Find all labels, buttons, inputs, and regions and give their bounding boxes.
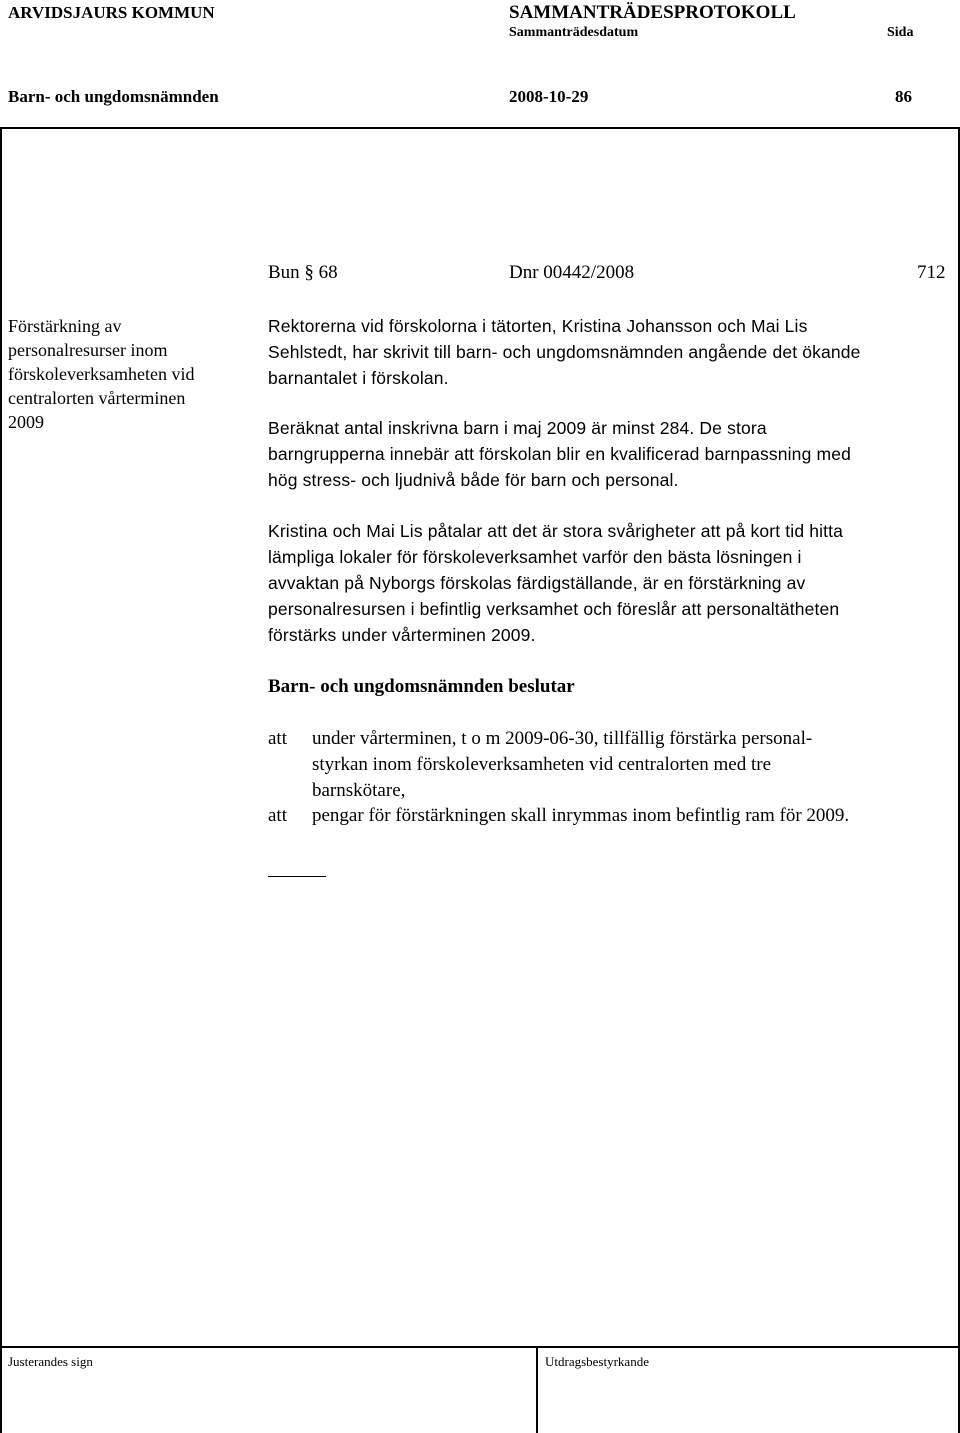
side-heading-line: Förstärkning av bbox=[8, 316, 122, 336]
paragraph-3 bbox=[268, 518, 843, 648]
footer-divider bbox=[0, 1346, 960, 1348]
end-rule bbox=[268, 876, 326, 877]
decision-line: pengar för förstärkningen skall inrymmas inom befintlig ram för 2009. bbox=[312, 805, 850, 826]
paragraph-line: avvaktan på Nyborgs förskolas färdigställande, är en förstärkning av bbox=[268, 573, 806, 593]
committee-name: Barn- och ungdomsnämnden bbox=[8, 87, 219, 106]
decision-marker: att bbox=[268, 728, 287, 749]
diary-number: Dnr 00442/2008 bbox=[509, 262, 635, 283]
decision-marker: att bbox=[268, 805, 287, 826]
paragraph-line: barnantalet i förskolan. bbox=[268, 368, 449, 388]
signature-label: Justerandes sign bbox=[8, 1354, 93, 1369]
left-frame-line bbox=[0, 127, 2, 1347]
decision-heading: Barn- och ungdomsnämnden beslutar bbox=[268, 676, 575, 697]
header-divider bbox=[0, 127, 960, 129]
paragraph-line: lämpliga lokaler för förskoleverksamhet varför den bästa lösningen i bbox=[268, 547, 802, 567]
decision-line: under vårterminen, t o m 2009-06-30, tillfällig förstärka personal- bbox=[312, 728, 813, 749]
protocol-title: SAMMANTRÄDESPROTOKOLL bbox=[509, 2, 796, 23]
municipality-name: ARVIDSJAURS KOMMUN bbox=[8, 3, 215, 22]
meeting-date-label: Sammanträdesdatum bbox=[509, 25, 639, 40]
side-heading-line: personalresurser inom bbox=[8, 340, 168, 360]
side-heading-line: 2009 bbox=[8, 412, 44, 432]
case-code: 712 bbox=[917, 262, 946, 283]
side-heading-line: centralorten vårterminen bbox=[8, 388, 186, 408]
meeting-date: 2008-10-29 bbox=[509, 87, 589, 106]
paragraph-line: hög stress- och ljudnivå både för barn och personal. bbox=[268, 470, 679, 490]
paragraph-line: barngrupperna innebär att förskolan blir en kvalificerad barnpassning med bbox=[268, 444, 851, 464]
decision-line: styrkan inom förskoleverksamheten vid centralorten med tre bbox=[312, 754, 772, 775]
page-label: Sida bbox=[887, 25, 914, 40]
paragraph-line: Beräknat antal inskrivna barn i maj 2009 är minst 284. De stora bbox=[268, 418, 767, 438]
paragraph-line: förstärks under vårterminen 2009. bbox=[268, 625, 536, 645]
paragraph-number: Bun § 68 bbox=[268, 262, 338, 283]
paragraph-line: personalresursen i befintlig verksamhet och föreslår att personaltätheten bbox=[268, 599, 840, 619]
extract-certification-label: Utdragsbestyrkande bbox=[545, 1354, 649, 1369]
decision-line: barnskötare, bbox=[312, 780, 406, 801]
footer-left-line bbox=[0, 1346, 2, 1433]
page-number: 86 bbox=[895, 87, 912, 106]
paragraph-2 bbox=[268, 415, 851, 493]
paragraph-1 bbox=[268, 313, 861, 391]
footer-mid-line bbox=[536, 1346, 538, 1433]
decision-item-2 bbox=[312, 803, 849, 829]
paragraph-line: Sehlstedt, har skrivit till barn- och ungdomsnämnden angående det ökande bbox=[268, 342, 861, 362]
side-heading bbox=[8, 314, 194, 434]
side-heading-line: förskoleverksamheten vid bbox=[8, 364, 195, 384]
paragraph-line: Kristina och Mai Lis påtalar att det är stora svårigheter att på kort tid hitta bbox=[268, 521, 844, 541]
decision-item-1 bbox=[312, 726, 812, 804]
paragraph-line: Rektorerna vid förskolorna i tätorten, Kristina Johansson och Mai Lis bbox=[268, 316, 808, 336]
